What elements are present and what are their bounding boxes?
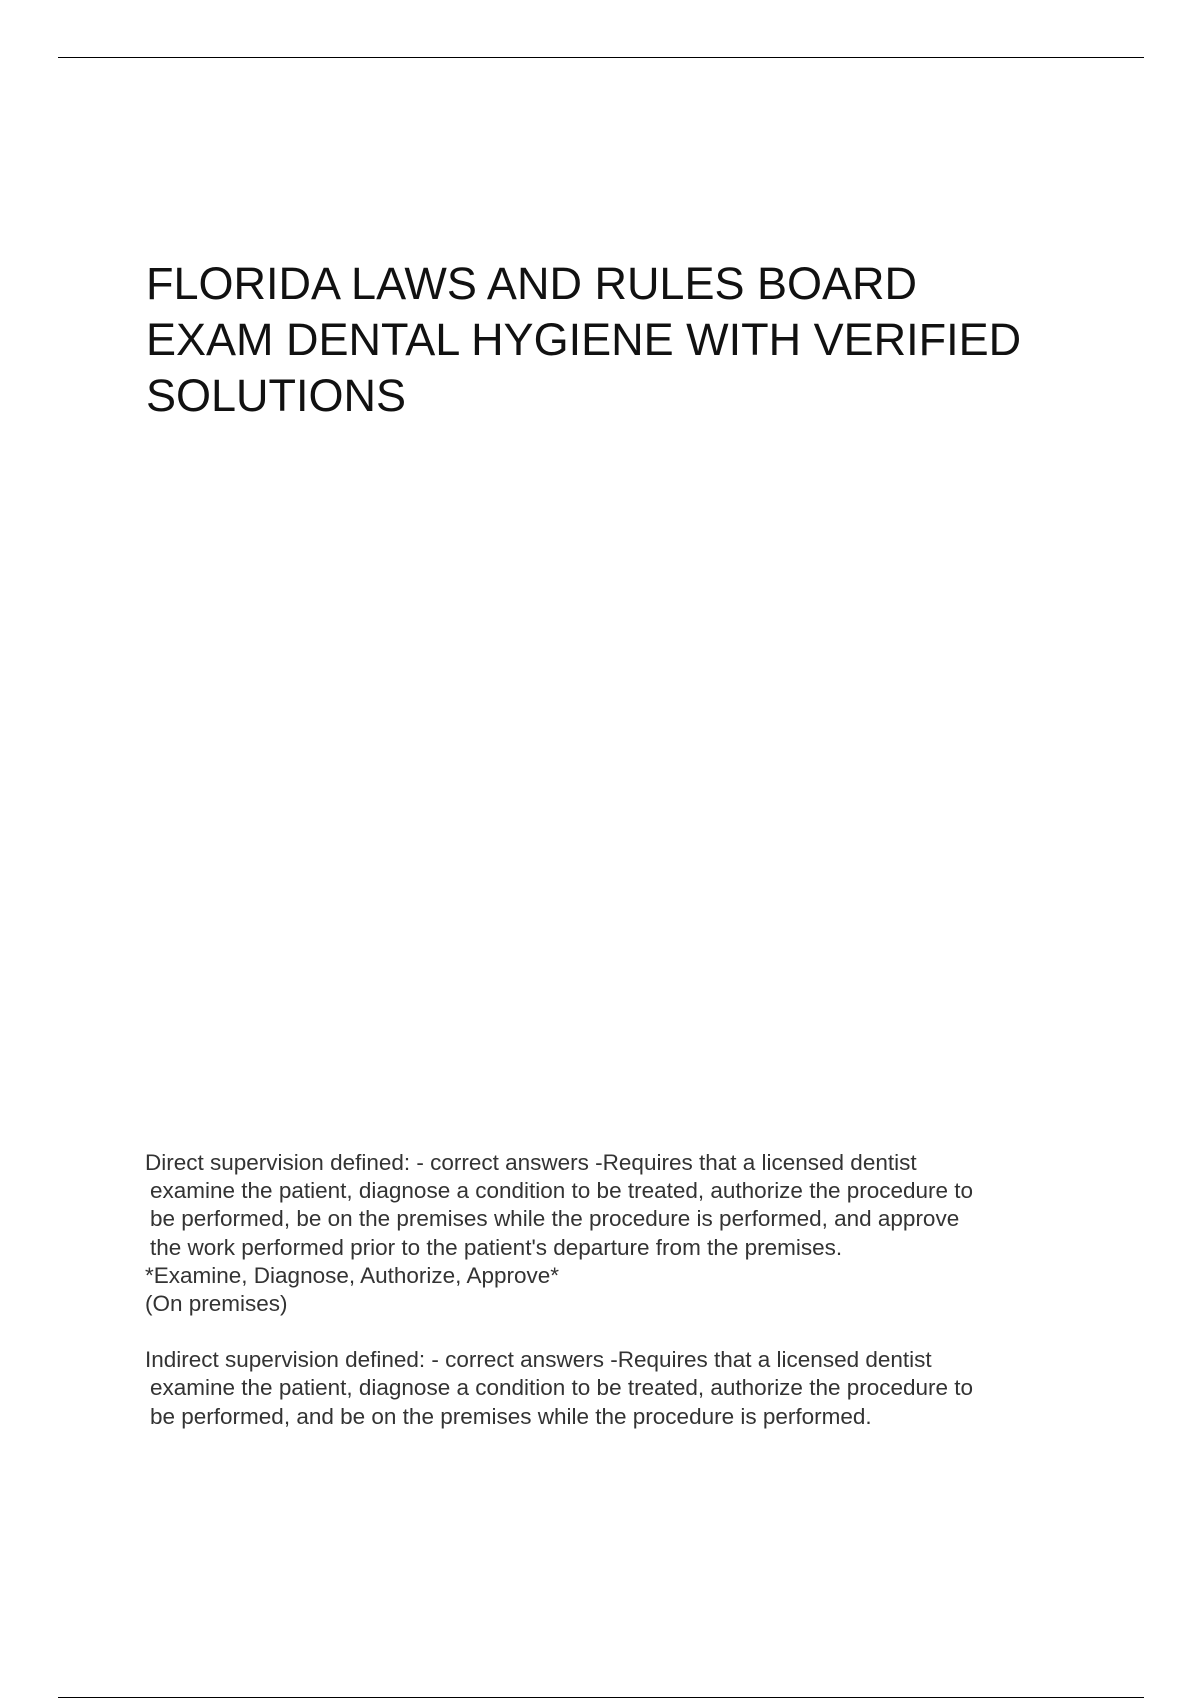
- entry-line: examine the patient, diagnose a condition to be treated, authorize the procedure to: [150, 1178, 974, 1204]
- document-title: [146, 256, 1146, 424]
- entry-line: Indirect supervision defined: - correct answers -Requires that a licensed dentist: [145, 1347, 932, 1373]
- entry-line: be performed, and be on the premises while the procedure is performed.: [150, 1403, 872, 1429]
- entry-line: examine the patient, diagnose a condition to be treated, authorize the procedure to: [150, 1375, 974, 1401]
- qa-section: [145, 1149, 1085, 1459]
- entry-line: (On premises): [145, 1291, 288, 1317]
- title-line: EXAM DENTAL HYGIENE WITH VERIFIED: [146, 314, 1022, 365]
- title-line: FLORIDA LAWS AND RULES BOARD: [146, 258, 918, 309]
- qa-entry-direct-supervision: [145, 1149, 1085, 1318]
- entry-line: be performed, be on the premises while the procedure is performed, and approve: [150, 1206, 960, 1232]
- top-rule: [58, 57, 1144, 58]
- entry-line: the work performed prior to the patient's departure from the premises.: [150, 1234, 843, 1260]
- entry-line: Direct supervision defined: - correct answers -Requires that a licensed dentist: [145, 1150, 917, 1175]
- entry-line: *Examine, Diagnose, Authorize, Approve*: [145, 1262, 559, 1288]
- title-line: SOLUTIONS: [146, 370, 407, 421]
- qa-entry-indirect-supervision: [145, 1346, 1085, 1431]
- bottom-rule: [58, 1697, 1144, 1698]
